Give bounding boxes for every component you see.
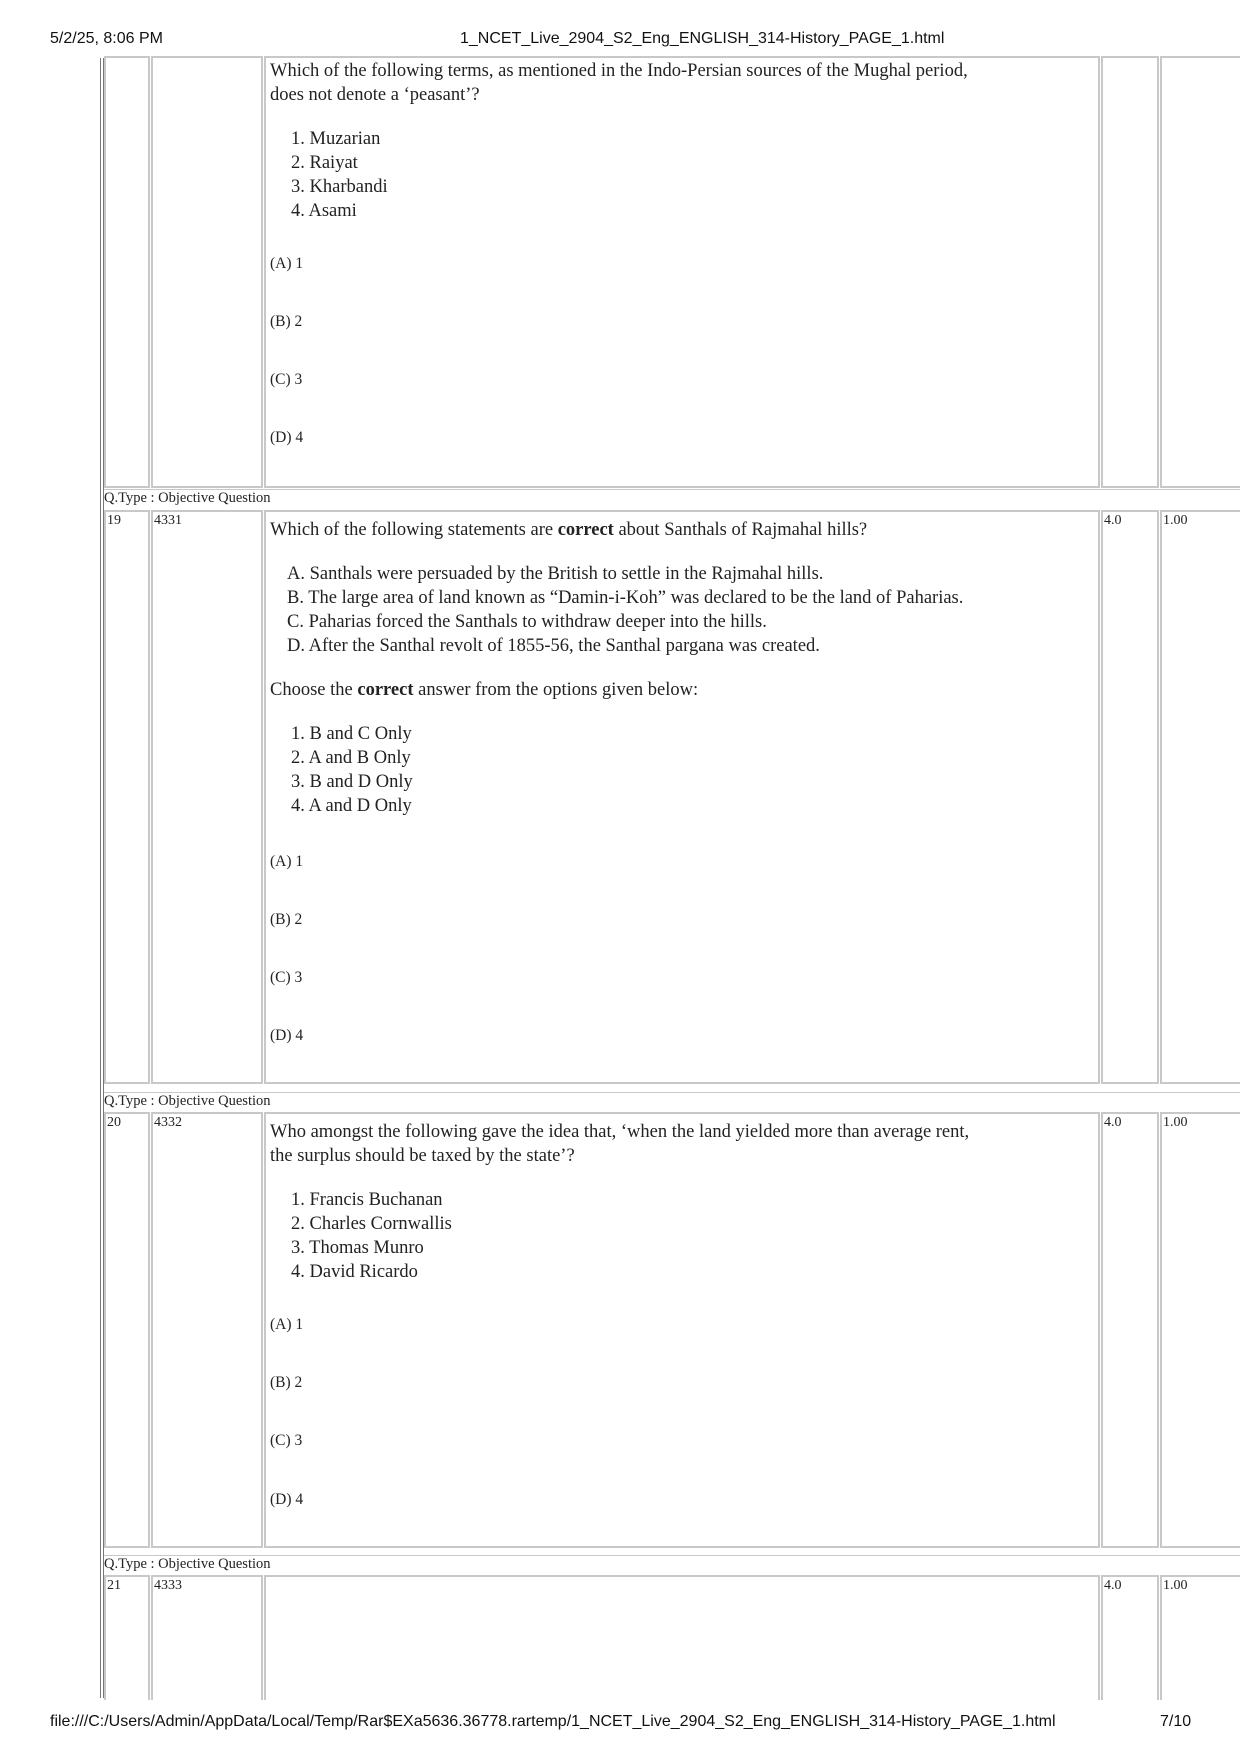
q19-no-cell (104, 510, 150, 1084)
q19-qtype-label: Q.Type : Objective Question (104, 490, 271, 506)
q20-id: 4332 (154, 1115, 182, 1130)
q20-no-cell (104, 1112, 150, 1548)
row-divider (104, 1092, 1240, 1093)
q19-option-d[interactable]: (D) 4 (270, 1027, 304, 1044)
q18-item: 3. Kharbandi (291, 177, 388, 197)
q19-instruction-text-end: answer from the options given below: (413, 680, 699, 700)
q20-number: 20 (107, 1115, 121, 1130)
q19-stem-text: Which of the following statements are (270, 520, 558, 540)
q19-statement: B. The large area of land known as “Damin-i-Koh” was declared to be the land of Paharias. (287, 588, 964, 608)
q20-id-cell (151, 1112, 263, 1548)
print-page-number: 7/10 (1160, 1713, 1192, 1730)
q19-statement: D. After the Santhal revolt of 1855-56, the Santhal pargana was created. (287, 636, 820, 656)
q19-item: 3. B and D Only (291, 772, 413, 792)
q19-option-a[interactable]: (A) 1 (270, 853, 304, 870)
q18-option-a[interactable]: (A) 1 (270, 255, 304, 272)
q18-item: 1. Muzarian (291, 129, 381, 149)
q19-statement: C. Paharias forced the Santhals to withdraw deeper into the hills. (287, 612, 767, 632)
q19-item: 1. B and C Only (291, 724, 412, 744)
q21-id: 4333 (154, 1578, 182, 1593)
q18-marks-cell (1101, 56, 1159, 488)
q19-stem (270, 518, 1070, 542)
print-page-title: 1_NCET_Live_2904_S2_Eng_ENGLISH_314-History_PAGE_1.html (460, 30, 945, 47)
q19-stem-emphasis: correct (557, 520, 614, 540)
q21-marks: 4.0 (1104, 1578, 1122, 1593)
q19-negative-cell (1160, 510, 1240, 1084)
q19-item-list (291, 722, 1070, 818)
q20-option-a[interactable]: (A) 1 (270, 1316, 304, 1333)
q18-option-b[interactable]: (B) 2 (270, 313, 303, 330)
q18-question (270, 59, 1070, 223)
q19-statement-list (287, 562, 1070, 658)
q20-negative-marks: 1.00 (1163, 1115, 1188, 1130)
print-datetime: 5/2/25, 8:06 PM (50, 30, 163, 47)
q20-stem-line1: Who amongst the following gave the idea that, ‘when the land yielded more than average rent, (270, 1122, 970, 1142)
q20-option-b[interactable]: (B) 2 (270, 1374, 303, 1391)
q20-item: 4. David Ricardo (291, 1262, 418, 1282)
q21-number: 21 (107, 1578, 121, 1593)
q19-instruction-text: Choose the (270, 680, 358, 700)
q19-marks-cell (1101, 510, 1159, 1084)
q20-marks: 4.0 (1104, 1115, 1122, 1130)
q19-item: 4. A and D Only (291, 796, 412, 816)
q20-negative-cell (1160, 1112, 1240, 1548)
q19-stem-text-end: about Santhals of Rajmahal hills? (613, 520, 868, 540)
q18-item-list (291, 127, 1070, 223)
row-divider (104, 489, 1240, 490)
q19-id-cell (151, 510, 263, 1084)
q18-item: 4. Asami (291, 201, 357, 221)
q20-option-d[interactable]: (D) 4 (270, 1491, 304, 1508)
q19-statement: A. Santhals were persuaded by the British to settle in the Rajmahal hills. (287, 564, 824, 584)
q19-option-b[interactable]: (B) 2 (270, 911, 303, 928)
q21-negative-marks: 1.00 (1163, 1578, 1188, 1593)
left-border-outer (100, 58, 101, 1698)
print-file-path: file:///C:/Users/Admin/AppData/Local/Temp/Rar$EXa5636.36778.rartemp/1_NCET_Live_2904_S2_Eng_ENGLISH_314-History_PAGE_1.html (50, 1713, 1056, 1730)
q20-item: 3. Thomas Munro (291, 1238, 424, 1258)
row-divider (104, 1555, 1240, 1556)
q18-no-cell (104, 56, 150, 488)
q20-item-list (291, 1188, 1070, 1284)
q19-question (270, 518, 1070, 818)
q21-qtype-label: Q.Type : Objective Question (104, 1556, 271, 1572)
q19-option-c[interactable]: (C) 3 (270, 969, 303, 986)
q20-stem-line2: the surplus should be taxed by the state’? (270, 1146, 575, 1166)
q18-id-cell (151, 56, 263, 488)
q18-stem-line2: does not denote a ‘peasant’? (270, 85, 480, 105)
q20-marks-cell (1101, 1112, 1159, 1548)
q19-negative-marks: 1.00 (1163, 513, 1188, 528)
q19-marks: 4.0 (1104, 513, 1122, 528)
q19-number: 19 (107, 513, 121, 528)
q18-item: 2. Raiyat (291, 153, 358, 173)
q20-item: 2. Charles Cornwallis (291, 1214, 452, 1234)
q20-option-c[interactable]: (C) 3 (270, 1432, 303, 1449)
q19-instruction-emphasis: correct (357, 680, 414, 700)
q20-item: 1. Francis Buchanan (291, 1190, 443, 1210)
q18-negative-cell (1160, 56, 1240, 488)
q18-option-d[interactable]: (D) 4 (270, 429, 304, 446)
q18-stem-line1: Which of the following terms, as mentioned in the Indo-Persian sources of the Mughal period, (270, 61, 968, 81)
q19-instruction (270, 678, 1070, 702)
q18-option-c[interactable]: (C) 3 (270, 371, 303, 388)
q19-id: 4331 (154, 513, 182, 528)
q20-qtype-label: Q.Type : Objective Question (104, 1093, 271, 1109)
q19-item: 2. A and B Only (291, 748, 411, 768)
q20-question (270, 1120, 1070, 1284)
